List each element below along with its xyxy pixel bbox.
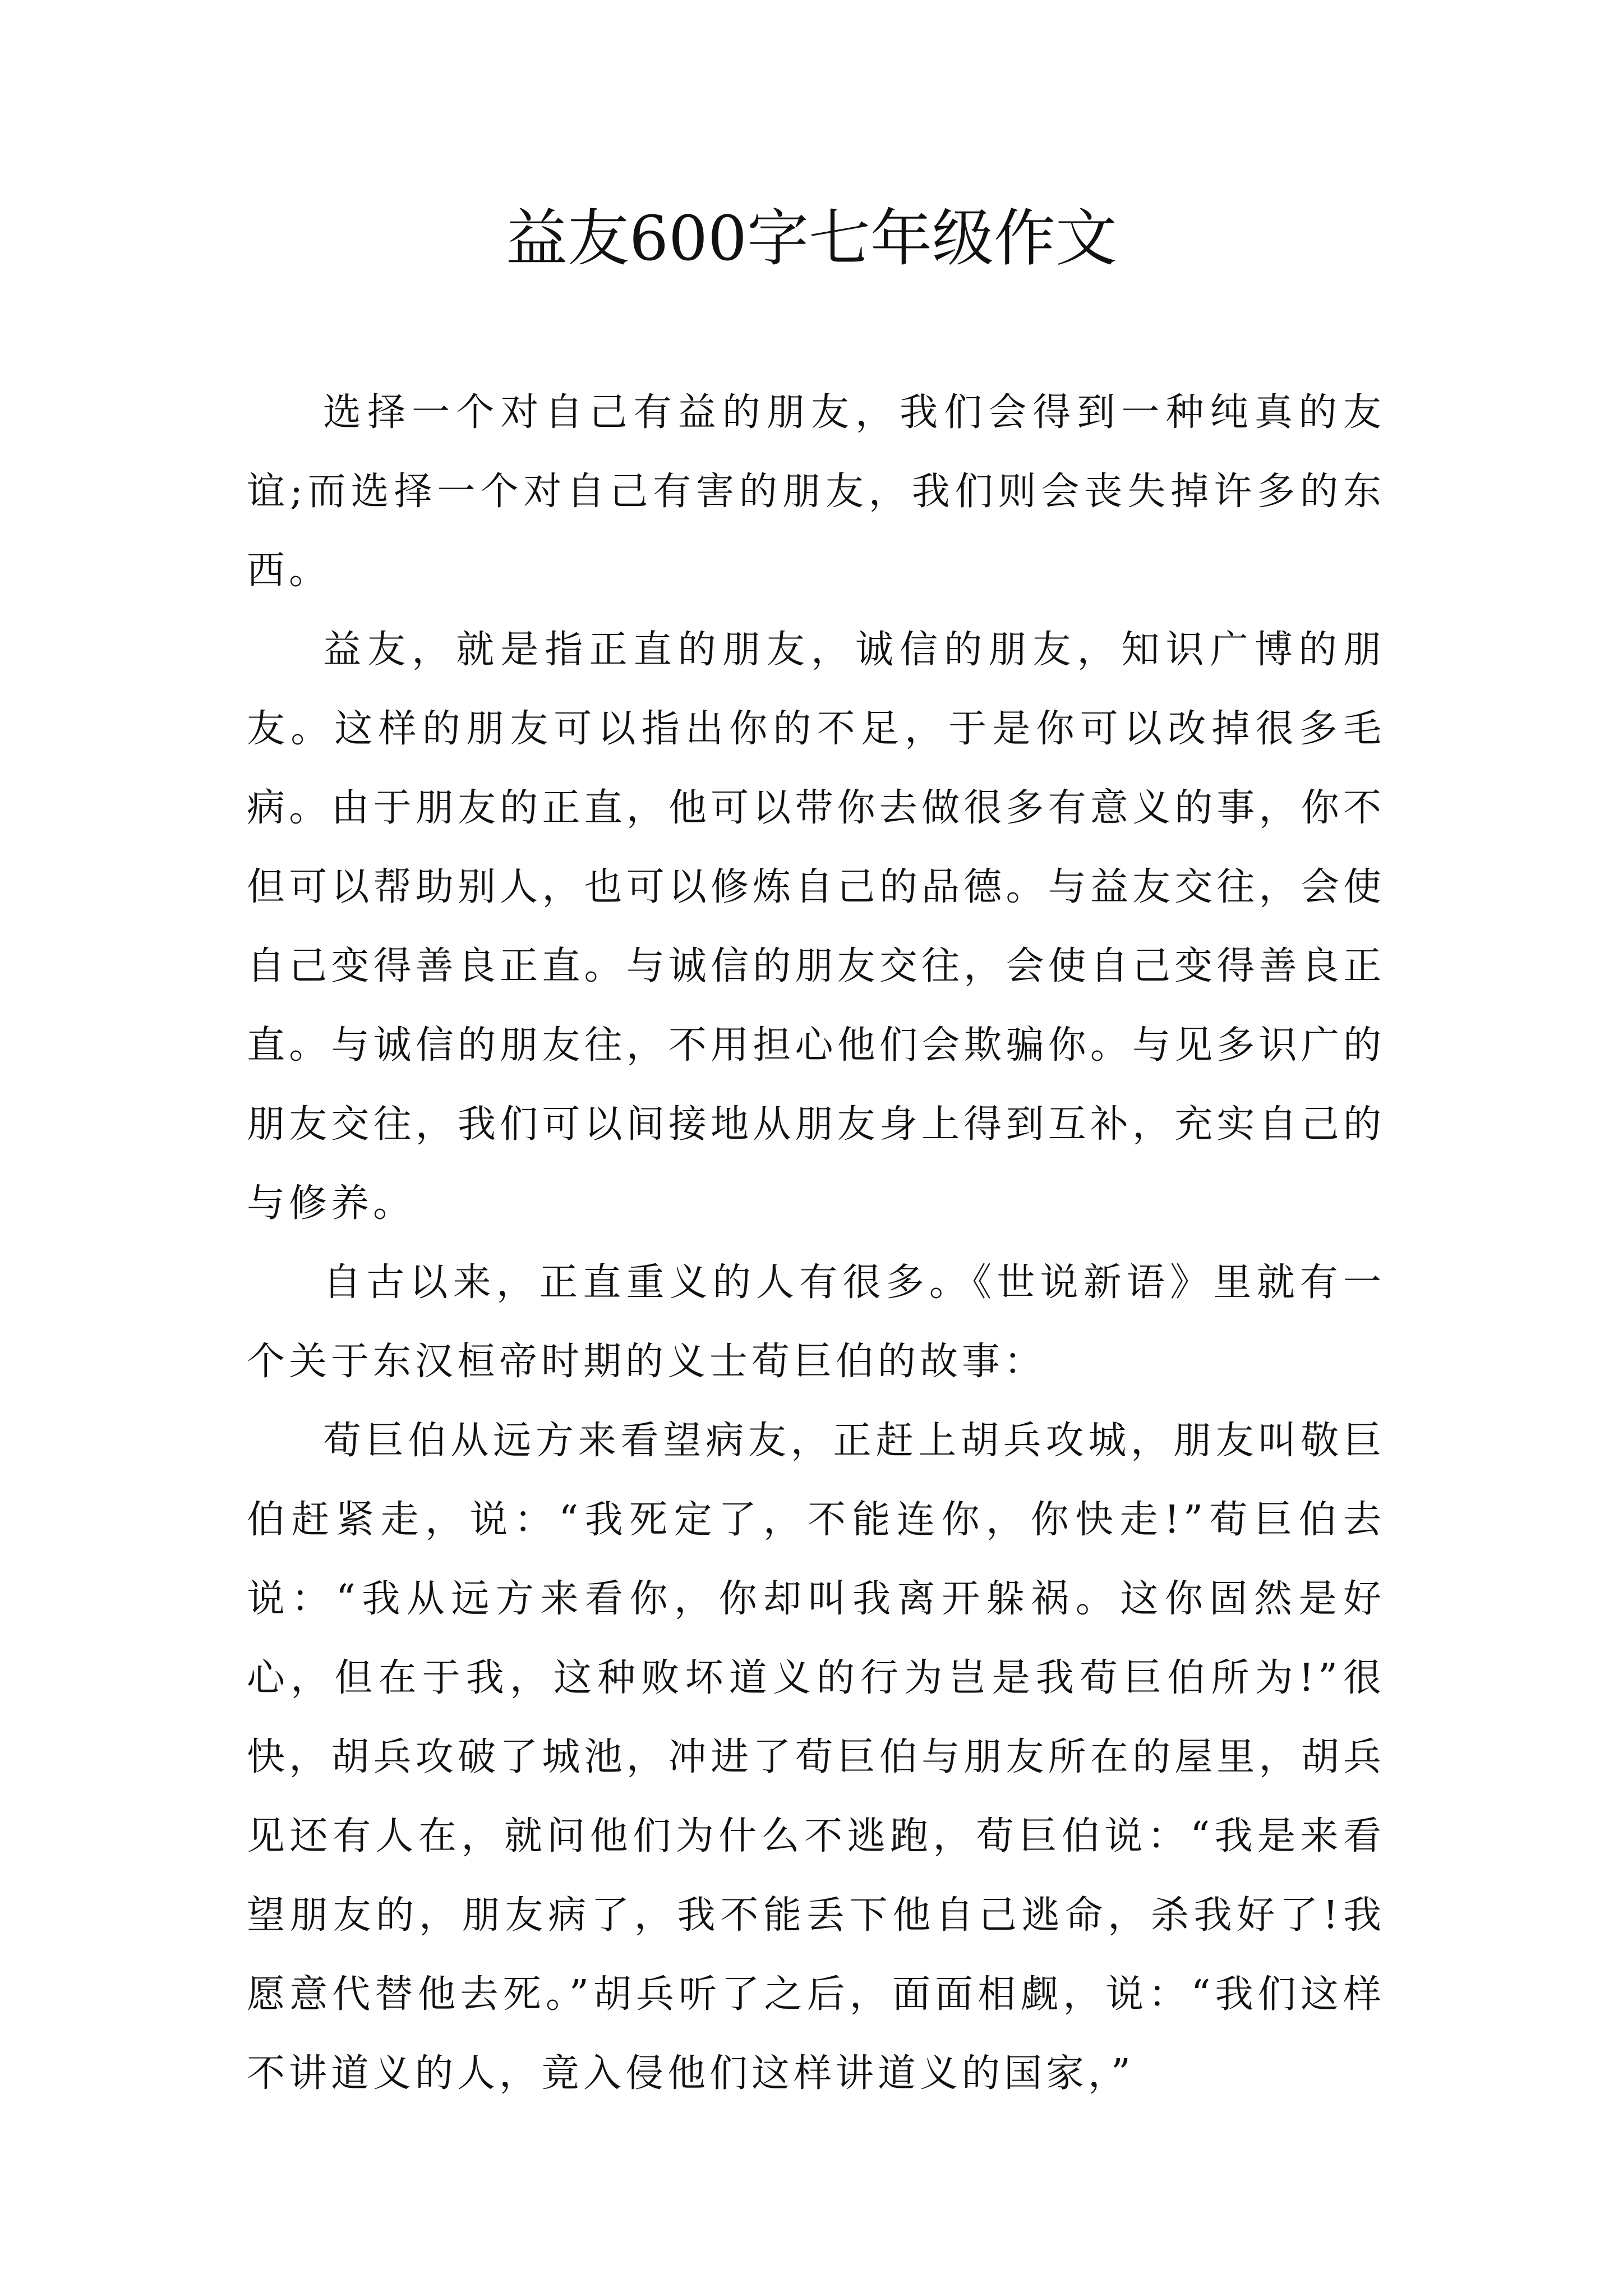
paragraph-3: 自古以来，正直重义的人有很多。《世说新语》里就有一个关于东汉桓帝时期的义士荀巨伯的故事： xyxy=(247,1260,1385,1384)
paragraph-1: 选择一个对自己有益的朋友，我们会得到一种纯真的友谊;而选择一个对自己有害的朋友，我们则会丧失掉许多的东西。 xyxy=(247,390,1385,593)
document-body xyxy=(247,373,1385,2113)
document-title: 益友600字七年级作文 xyxy=(506,203,1117,274)
paragraph-2: 益友，就是指正直的朋友，诚信的朋友，知识广博的朋友。这样的朋友可以指出你的不足，于是你可以改掉很多毛病。由于朋友的正直，他可以带你去做很多有意义的事，你不但可以帮助别人，也可以修炼自己的品德。与益友交往，会使自己变得善良正直。与诚信的朋友交往，会使自己变得善良正直。与诚信的朋友往，不用担心他们会欺骗你。与见多识广的朋友交往，我们可以间接地从朋友身上得到互补，充实自己的与修养。 xyxy=(247,628,1385,1226)
paragraph-4: 荀巨伯从远方来看望病友，正赶上胡兵攻城，朋友叫敬巨伯赶紧走，说：“我死定了，不能连你，你快走!”荀巨伯去说：“我从远方来看你，你却叫我离开躲祸。这你固然是好心，但在于我，这种败坏道义的行为岂是我荀巨伯所为!”很快，胡兵攻破了城池，冲进了荀巨伯与朋友所在的屋里，胡兵见还有人在，就问他们为什么不逃跑，荀巨伯说：“我是来看望朋友的，朋友病了，我不能丢下他自己逃命，杀我好了!我愿意代替他去死。”胡兵听了之后，面面相觑，说：“我们这样不讲道义的人，竟入侵他们这样讲道义的国家，” xyxy=(247,1419,1385,2096)
